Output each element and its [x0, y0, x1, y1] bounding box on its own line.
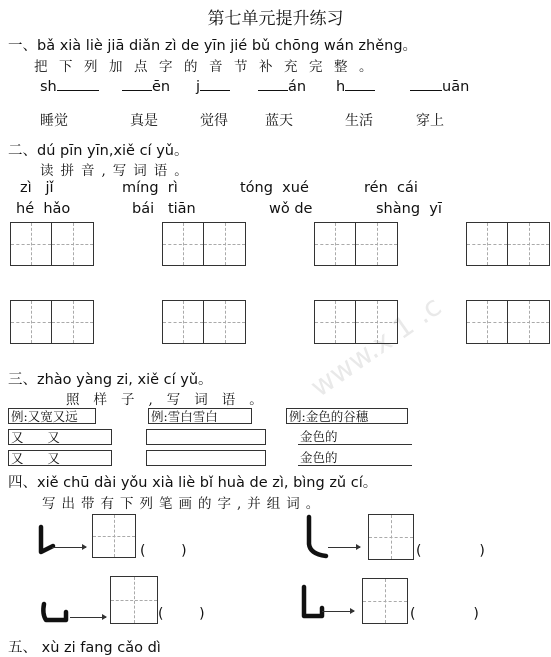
answer-paren[interactable]: ( )	[140, 543, 187, 559]
example-1: 例:又宽又远	[8, 408, 96, 424]
blank-prefix: h	[336, 79, 346, 95]
writing-grid[interactable]	[466, 222, 550, 266]
answer-box[interactable]	[92, 514, 136, 558]
writing-grid[interactable]	[162, 222, 246, 266]
word-2: 真是	[130, 113, 158, 129]
pinyin-1: zì jǐ	[20, 180, 54, 196]
section5-heading: 五、 xù zi fang cǎo dì	[8, 640, 161, 656]
writing-grid[interactable]	[10, 222, 94, 266]
answer-box[interactable]	[362, 578, 408, 624]
section3-heading: 三、zhào yàng zi, xiě cí yǔ。	[8, 372, 213, 388]
pinyin-8: shàng yī	[376, 201, 442, 217]
word-6: 穿上	[416, 113, 444, 129]
answer-paren[interactable]: ( )	[416, 543, 485, 559]
section4-subtitle: 写出带有下列笔画的字,并组词。	[42, 496, 326, 512]
section1-blank-2[interactable]	[122, 76, 170, 95]
writing-grid[interactable]	[314, 222, 398, 266]
answer-row-mid-2[interactable]	[146, 450, 266, 466]
arrow-icon	[70, 617, 106, 618]
stroke-shu-wan-gou-icon	[296, 584, 326, 624]
answer-row-right-2[interactable]: 金色的	[298, 450, 412, 466]
answer-row-left-1[interactable]: 又 又	[8, 429, 112, 445]
answer-paren[interactable]: ( )	[410, 606, 479, 622]
stroke-shu-ti-icon	[34, 524, 58, 560]
arrow-icon	[328, 547, 360, 548]
blank-suffix: uān	[442, 79, 470, 95]
section2-heading: 二、dú pīn yīn,xiě cí yǔ。	[8, 143, 189, 159]
answer-paren[interactable]: ( )	[158, 606, 205, 622]
pinyin-2: míng rì	[122, 180, 178, 196]
stroke-shu-zhe-icon	[38, 598, 72, 628]
pinyin-7: wǒ de	[269, 201, 313, 217]
blank-suffix: án	[288, 79, 307, 95]
section1-subtitle: 把下列加点字的音节补充完整。	[34, 59, 384, 75]
section4-heading: 四、xiě chū dài yǒu xià liè bǐ huà de zì, bìng zǔ cí。	[8, 475, 378, 491]
blank-prefix: sh	[40, 79, 57, 95]
section1-heading: 一、bǎ xià liè jiā diǎn zì de yīn jié bǔ chōng wán zhěng。	[8, 38, 418, 54]
answer-box[interactable]	[110, 576, 158, 624]
blank-prefix: j	[196, 79, 201, 95]
word-4: 蓝天	[265, 113, 293, 129]
word-1: 睡觉	[40, 113, 68, 129]
section2-subtitle: 读拼音,写词语。	[40, 163, 195, 179]
writing-grid[interactable]	[314, 300, 398, 344]
pinyin-4: rén cái	[364, 180, 418, 196]
word-5: 生活	[345, 113, 373, 129]
writing-grid[interactable]	[466, 300, 550, 344]
section1-blank-4[interactable]	[258, 76, 306, 95]
writing-grid[interactable]	[10, 300, 94, 344]
pinyin-6: bái tiān	[132, 201, 196, 217]
writing-grid[interactable]	[162, 300, 246, 344]
section3-subtitle: 照样子,写词语。	[66, 392, 277, 408]
section1-blank-1[interactable]	[40, 76, 99, 95]
example-2: 例:雪白雪白	[148, 408, 252, 424]
word-3: 觉得	[200, 113, 228, 129]
section1-blank-6[interactable]	[410, 76, 469, 95]
arrow-icon	[52, 547, 86, 548]
answer-row-left-2[interactable]: 又 又	[8, 450, 112, 466]
answer-row-right-1[interactable]: 金色的	[298, 429, 412, 445]
pinyin-3: tóng xué	[240, 180, 309, 196]
pinyin-5: hé hǎo	[16, 201, 71, 217]
page-title: 第七单元提升练习	[207, 9, 344, 29]
stroke-shu-gou-icon	[300, 514, 332, 560]
arrow-icon	[322, 611, 354, 612]
answer-box[interactable]	[368, 514, 414, 560]
blank-suffix: ēn	[152, 79, 171, 95]
section1-blank-5[interactable]	[336, 76, 375, 95]
section1-blank-3[interactable]	[196, 76, 230, 95]
watermark: www.x 1 .c	[304, 289, 448, 404]
example-3: 例:金色的谷穗	[286, 408, 408, 424]
answer-row-mid-1[interactable]	[146, 429, 266, 445]
